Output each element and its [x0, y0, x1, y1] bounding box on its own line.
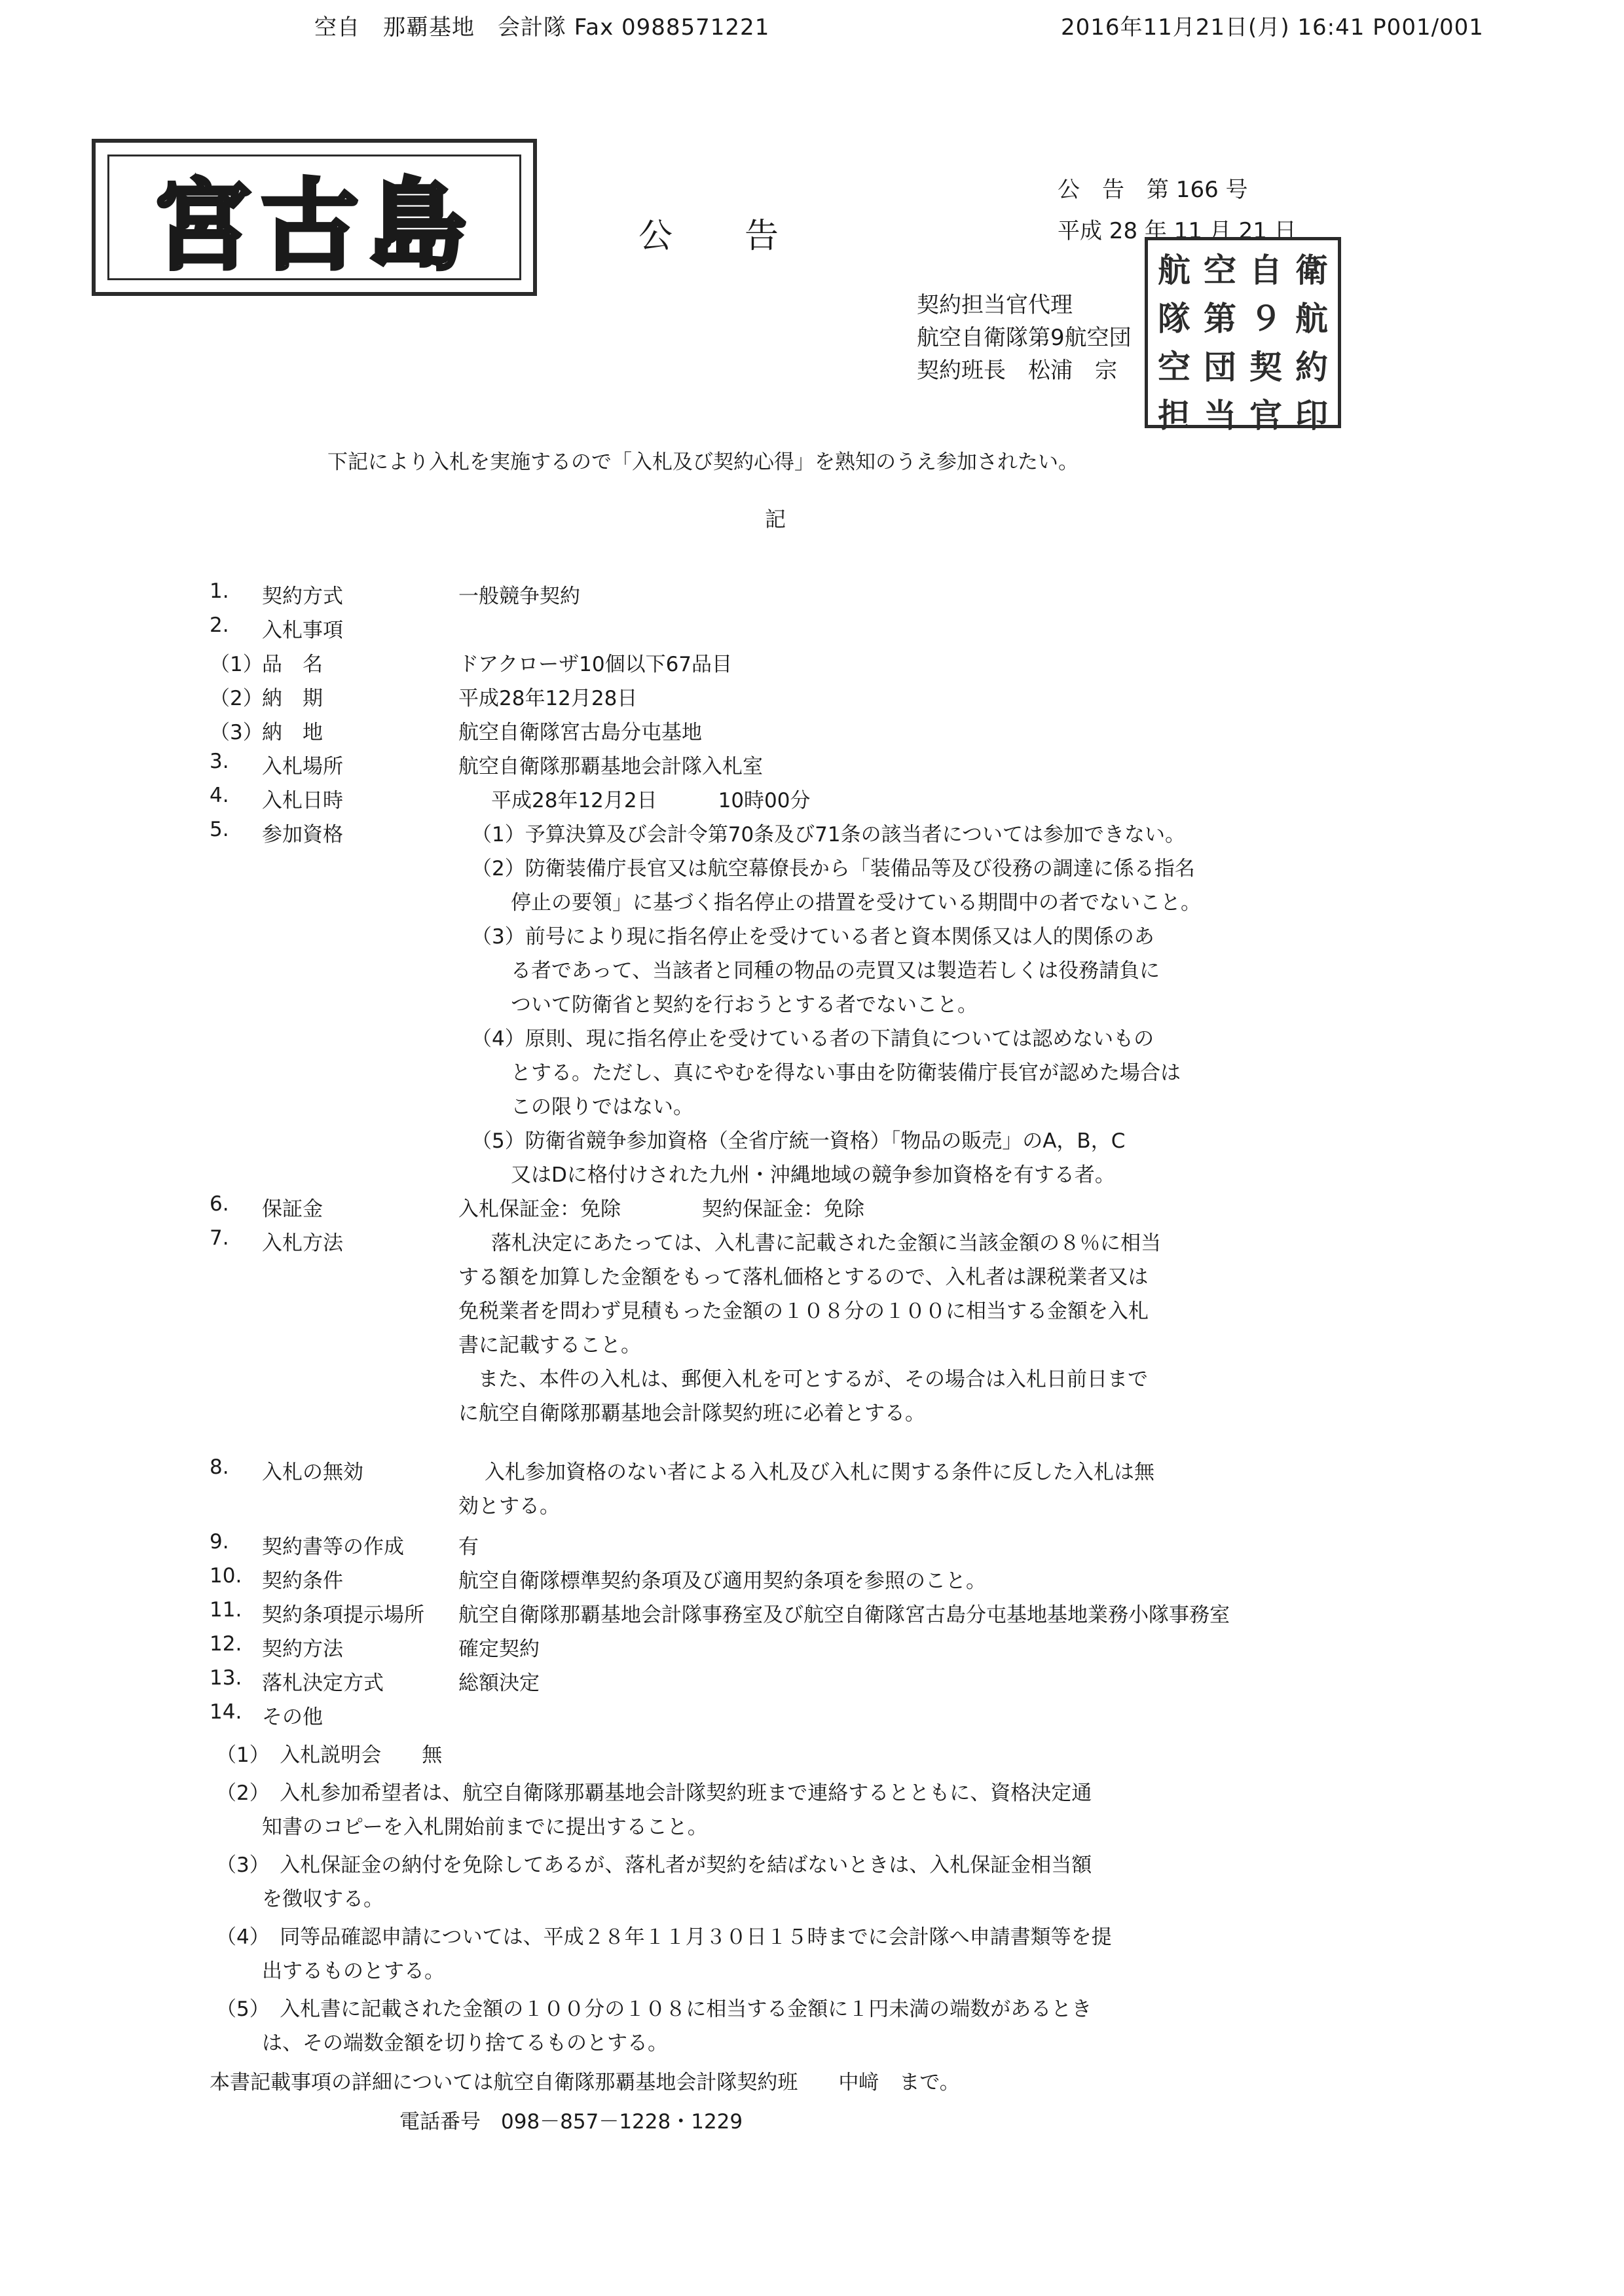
officer-name: 契約班長 松浦 宗 [917, 357, 1117, 384]
seal-char: 航 [1295, 299, 1328, 338]
other-line: （5） 入札書に記載された金額の１００分の１０８に相当する金額に１円未満の端数があるとき [216, 1997, 1092, 2021]
seal-char: 契 [1249, 348, 1282, 386]
seal-char: 空 [1204, 251, 1236, 289]
item-label: 入札場所 [262, 755, 343, 778]
item-number: 7. [210, 1226, 229, 1250]
official-seal [1145, 237, 1341, 435]
item-value: 平成28年12月28日 [458, 687, 638, 710]
seal-char: 自 [1249, 251, 1282, 289]
item-value: 有 [458, 1535, 479, 1559]
item-number: 12. [210, 1632, 242, 1656]
phone-number: 電話番号 098－857－1228・1229 [399, 2110, 743, 2134]
qualification-line: る者であって、当該者と同種の物品の売買又は製造若しくは役務請負に [511, 959, 1160, 983]
bid-method-line: に航空自衛隊那覇基地会計隊契約班に必着とする。 [458, 1402, 925, 1425]
qualification-line: （3）前号により現に指名停止を受けている者と資本関係又は人的関係のあ [471, 925, 1154, 949]
bid-method-line: また、本件の入札は、郵便入札を可とするが、その場合は入札日前日まで [478, 1368, 1148, 1391]
item-number: 9. [210, 1530, 229, 1554]
item-label: 契約条項提示場所 [262, 1603, 424, 1627]
invalid-line: 効とする。 [458, 1495, 560, 1518]
fax-sender: 空自 那覇基地 会計隊 Fax 0988571221 [314, 14, 770, 41]
officer-unit: 航空自衛隊第9航空団 [917, 325, 1132, 351]
item-number: 2. [210, 613, 229, 637]
item-label: 入札方法 [262, 1231, 343, 1255]
item-value: 確定契約 [458, 1637, 540, 1661]
ki-heading: 記 [765, 507, 786, 532]
qualification-line: とする。ただし、真にやむを得ない事由を防衛装備庁長官が認めた場合は [511, 1061, 1181, 1085]
seal-char: 担 [1158, 396, 1190, 435]
location-stamp [92, 139, 537, 296]
item-value: 航空自衛隊那覇基地会計隊入札室 [458, 755, 763, 778]
item-number: 10. [210, 1564, 242, 1588]
other-line: （3） 入札保証金の納付を免除してあるが、落札者が契約を結ばないときは、入札保証金相当額 [216, 1853, 1092, 1877]
seal-char: 印 [1295, 396, 1328, 435]
item-value: ドアクローザ10個以下67品目 [458, 653, 733, 676]
invalid-line: 入札参加資格のない者による入札及び入札に関する条件に反した入札は無 [485, 1461, 1154, 1484]
seal-char: 航 [1158, 251, 1190, 289]
qualification-line: （5）防衛省競争参加資格（全省庁統一資格）「物品の販売」のA，B，C [471, 1129, 1126, 1153]
item-label: 落札決定方式 [262, 1671, 384, 1695]
item-value: 入札保証金：免除 契約保証金：免除 [458, 1197, 864, 1221]
qualification-line: （2）防衛装備庁長官又は航空幕僚長から「装備品等及び役務の調達に係る指名 [471, 857, 1195, 881]
other-line: 知書のコピーを入札開始前までに提出すること。 [262, 1815, 708, 1839]
stamp-text: 宮古島 [153, 168, 475, 283]
item-value: 平成28年12月2日 10時00分 [491, 789, 811, 812]
item-label: 入札事項 [262, 619, 343, 642]
item-number: （1） [210, 653, 263, 676]
qualification-line: 停止の要領」に基づく指名停止の措置を受けている期間中の者でないこと。 [511, 891, 1201, 915]
item-number: （3） [210, 721, 263, 744]
seal-char: 当 [1204, 396, 1236, 435]
seal-char: 衛 [1295, 251, 1328, 289]
seal-char: 第 [1204, 299, 1236, 338]
item-value: 一般競争契約 [458, 585, 580, 608]
item-number: 5. [210, 818, 229, 841]
item-number: 3. [210, 750, 229, 773]
item-number: 6. [210, 1192, 229, 1216]
notice-date: 平成 28 年 11 月 21 日 [1058, 218, 1297, 244]
item-value: 航空自衛隊那覇基地会計隊事務室及び航空自衛隊宮古島分屯基地基地業務小隊事務室 [458, 1603, 1230, 1627]
item-number: 4. [210, 784, 229, 807]
item-number: 13. [210, 1666, 242, 1690]
seal-char: 隊 [1158, 299, 1190, 338]
item-label: 納 地 [262, 721, 323, 744]
item-value: 航空自衛隊標準契約条項及び適用契約条項を参照のこと。 [458, 1569, 986, 1593]
other-line: （1） 入札説明会 無 [216, 1743, 443, 1767]
item-label: 保証金 [262, 1197, 323, 1221]
other-line: は、その端数金額を切り捨てるものとする。 [262, 2032, 668, 2055]
qualification-line: （4）原則、現に指名停止を受けている者の下請負については認めないもの [471, 1027, 1154, 1051]
other-line: （4） 同等品確認申請については、平成２８年１１月３０日１５時までに会計隊へ申請書類等を提 [216, 1925, 1112, 1949]
officer-title: 契約担当官代理 [917, 292, 1073, 318]
item-label: 入札の無効 [262, 1461, 363, 1484]
item-value: 総額決定 [458, 1671, 540, 1695]
item-number: 8. [210, 1455, 229, 1479]
qualification-line: 又はDに格付けされた九州・沖縄地域の競争参加資格を有する者。 [511, 1163, 1115, 1187]
notice-number: 公 告 第 166 号 [1058, 177, 1248, 203]
item-label: 契約方法 [262, 1637, 343, 1661]
item-number: 1. [210, 579, 229, 603]
contact-line: 本書記載事項の詳細については航空自衛隊那覇基地会計隊契約班 中﨑 まで。 [210, 2071, 960, 2094]
other-line: （2） 入札参加希望者は、航空自衛隊那覇基地会計隊契約班まで連絡するとともに、資格決定通 [216, 1781, 1092, 1805]
seal-char: ９ [1249, 299, 1282, 338]
other-line: を徴収する。 [262, 1887, 384, 1911]
bid-method-line: 落札決定にあたっては、入札書に記載された金額に当該金額の８％に相当 [491, 1231, 1161, 1255]
item-label: 契約条件 [262, 1569, 343, 1593]
seal-char: 団 [1204, 348, 1236, 386]
other-line: 出するものとする。 [262, 1959, 445, 1983]
item-label: 入札日時 [262, 789, 343, 812]
seal-char: 約 [1295, 348, 1328, 386]
item-label: 契約書等の作成 [262, 1535, 404, 1559]
qualification-line: （1）予算決算及び会計令第70条及び71条の該当者については参加できない。 [471, 823, 1185, 847]
item-number: 11. [210, 1598, 242, 1622]
page-title: 公告 [638, 217, 851, 256]
bid-method-line: 免税業者を問わず見積もった金額の１０８分の１００に相当する金額を入札 [458, 1300, 1149, 1323]
qualification-line: この限りではない。 [511, 1095, 693, 1119]
qualification-line: ついて防衛省と契約を行おうとする者でないこと。 [511, 993, 978, 1017]
bid-method-line: する額を加算した金額をもって落札価格とするので、入札者は課税業者又は [458, 1266, 1149, 1289]
item-label: 納 期 [262, 687, 323, 710]
lead-sentence: 下記により入札を実施するので「入札及び契約心得」を熟知のうえ参加されたい。 [327, 450, 1079, 474]
item-number: （2） [210, 687, 263, 710]
seal-char: 官 [1249, 396, 1282, 435]
item-label: 契約方式 [262, 585, 343, 608]
bid-method-line: 書に記載すること。 [458, 1334, 641, 1357]
item-label: 品 名 [262, 653, 323, 676]
seal-char: 空 [1158, 348, 1190, 386]
item-label: その他 [262, 1705, 323, 1729]
item-value: 航空自衛隊宮古島分屯基地 [458, 721, 702, 744]
item-label: 参加資格 [262, 823, 343, 847]
fax-timestamp: 2016年11月21日(月) 16:41 P001/001 [1061, 14, 1484, 41]
item-number: 14. [210, 1700, 242, 1724]
